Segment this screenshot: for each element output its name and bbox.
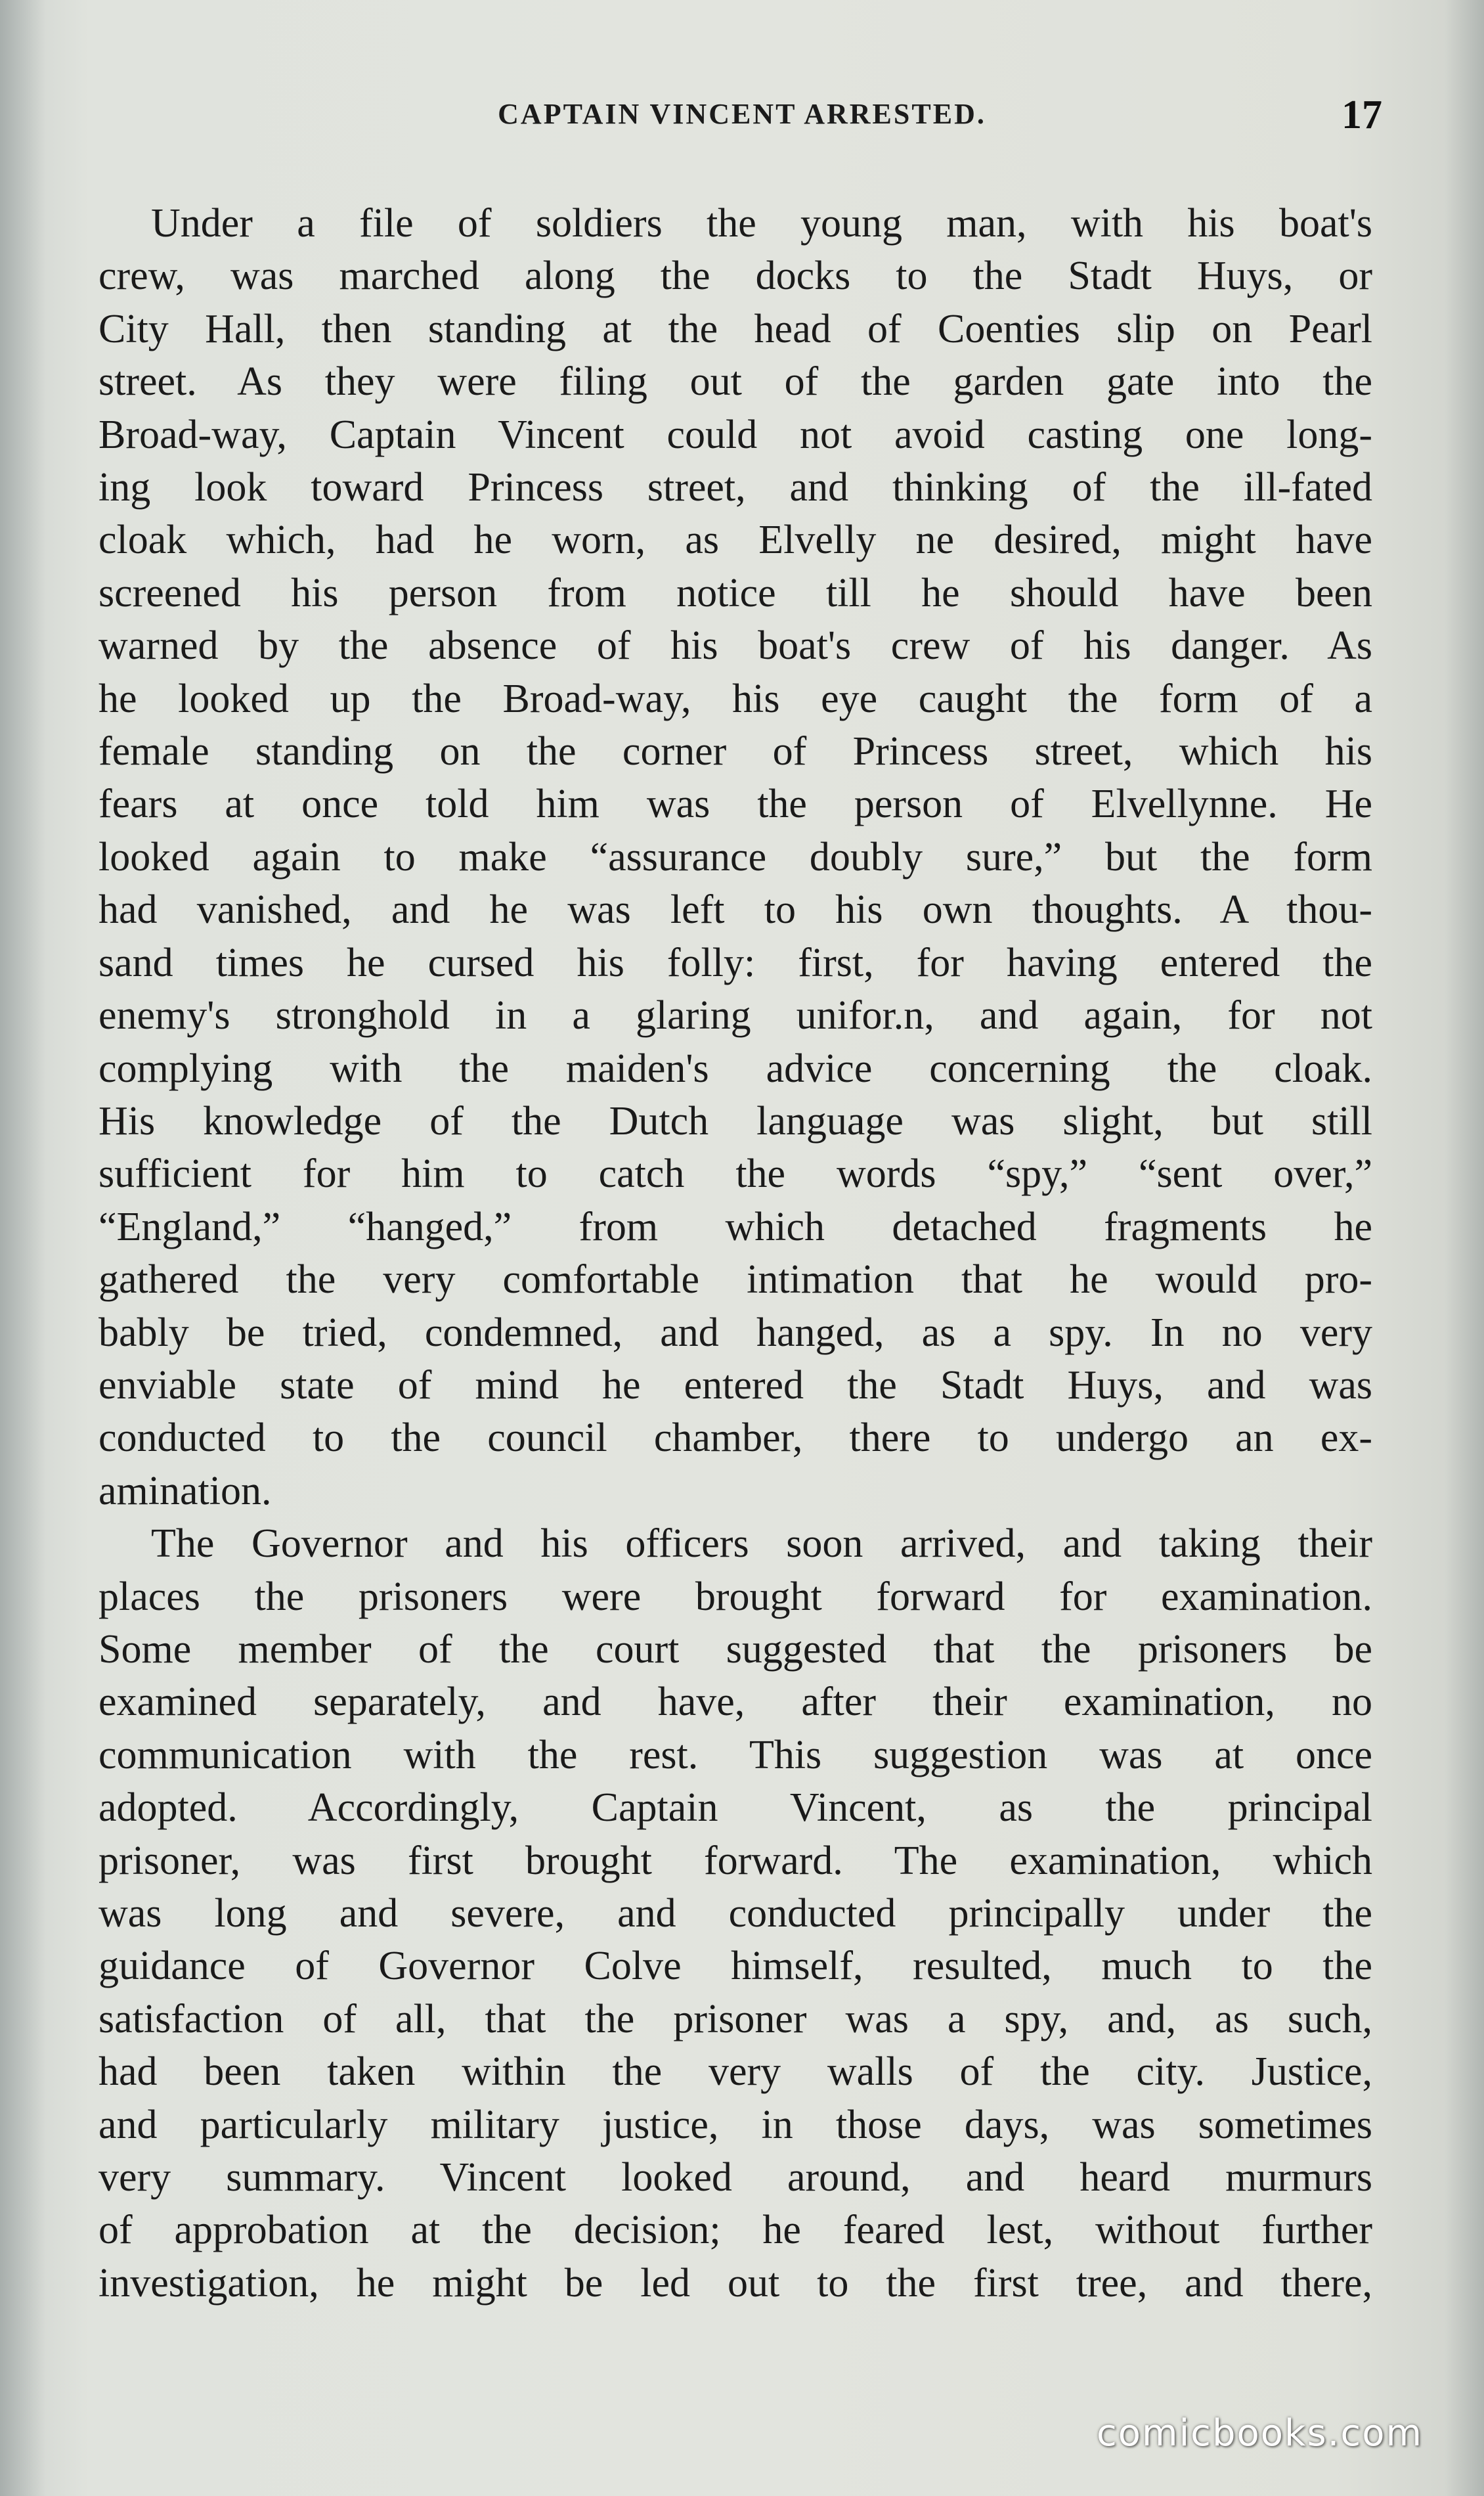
text-line: enemy's stronghold in a glaring unifor.n, and again, for not [98,993,1372,1038]
text-line: crew, was marched along the docks to the Stadt Huys, or [98,254,1372,299]
text-line: adopted. Accordingly, Captain Vincent, as the principal [98,1785,1372,1831]
text-line: investigation, he might be led out to the first tree, and there, [98,2260,1372,2306]
text-line: sand times he cursed his folly: first, for having entered the [98,940,1372,985]
text-line: very summary. Vincent looked around, and heard murmurs [98,2155,1372,2200]
text-line: ing look toward Princess street, and thinking of the ill-fated [98,465,1372,510]
running-head: CAPTAIN VINCENT ARRESTED. [498,98,986,130]
body-text [98,197,1372,2309]
text-line: guidance of Governor Colve himself, resulted, much to the [98,1944,1372,1989]
text-line: was long and severe, and conducted principally under the [98,1891,1372,1936]
text-line: had vanished, and he was left to his own thoughts. A thou- [98,887,1372,933]
text-line: of approbation at the decision; he feared lest, without further [98,2208,1372,2253]
text-line: places the prisoners were brought forward for examination. [98,1574,1372,1619]
text-line: Some member of the court suggested that the prisoners be [98,1626,1372,1672]
text-line: prisoner, was first brought forward. The examination, which [98,1838,1372,1883]
text-line: amination. [98,1468,272,1513]
text-line: examined separately, and have, after their examination, no [98,1680,1372,1725]
text-line: looked again to make “assurance doubly sure,” but the form [98,834,1372,880]
text-line: communication with the rest. This suggestion was at once [98,1732,1372,1777]
text-line: warned by the absence of his boat's crew of his danger. As [98,623,1372,669]
text-line: and particularly military justice, in those days, was sometimes [98,2102,1372,2147]
text-line: sufficient for him to catch the words “spy,” “sent over,” [98,1151,1372,1197]
text-line: screened his person from notice till he should have been [98,570,1372,615]
text-line: complying with the maiden's advice concerning the cloak. [98,1046,1372,1091]
text-line: Under a file of soldiers the young man, with his boat's [151,201,1372,246]
text-line: City Hall, then standing at the head of Coenties slip on Pearl [98,306,1372,351]
text-line: cloak which, had he worn, as Elvelly ne desired, might have [98,518,1372,563]
text-line: enviable state of mind he entered the Stadt Huys, and was [98,1362,1372,1408]
text-line: The Governor and his officers soon arrived, and taking their [151,1521,1372,1567]
text-line: gathered the very comfortable intimation that he would pro- [98,1257,1372,1303]
watermark: comicbooks.com [1097,2412,1424,2455]
text-line: street. As they were filing out of the garden gate into the [98,359,1372,405]
text-line: he looked up the Broad-way, his eye caught the form of a [98,676,1372,721]
text-line: bably be tried, condemned, and hanged, as a spy. In no very [98,1310,1372,1355]
page-number: 17 [1342,93,1382,137]
text-line: satisfaction of all, that the prisoner was a spy, and, as such, [98,1996,1372,2041]
text-line: “England,” “hanged,” from which detached fragments he [98,1204,1372,1249]
text-line: His knowledge of the Dutch language was slight, but still [98,1098,1372,1144]
text-line: fears at once told him was the person of Elvellynne. He [98,782,1372,827]
text-line: female standing on the corner of Princess street, which his [98,729,1372,774]
text-line: had been taken within the very walls of the city. Justice, [98,2049,1372,2095]
text-line: conducted to the council chamber, there to undergo an ex- [98,1415,1372,1461]
text-line: Broad-way, Captain Vincent could not avoid casting one long- [98,412,1372,457]
